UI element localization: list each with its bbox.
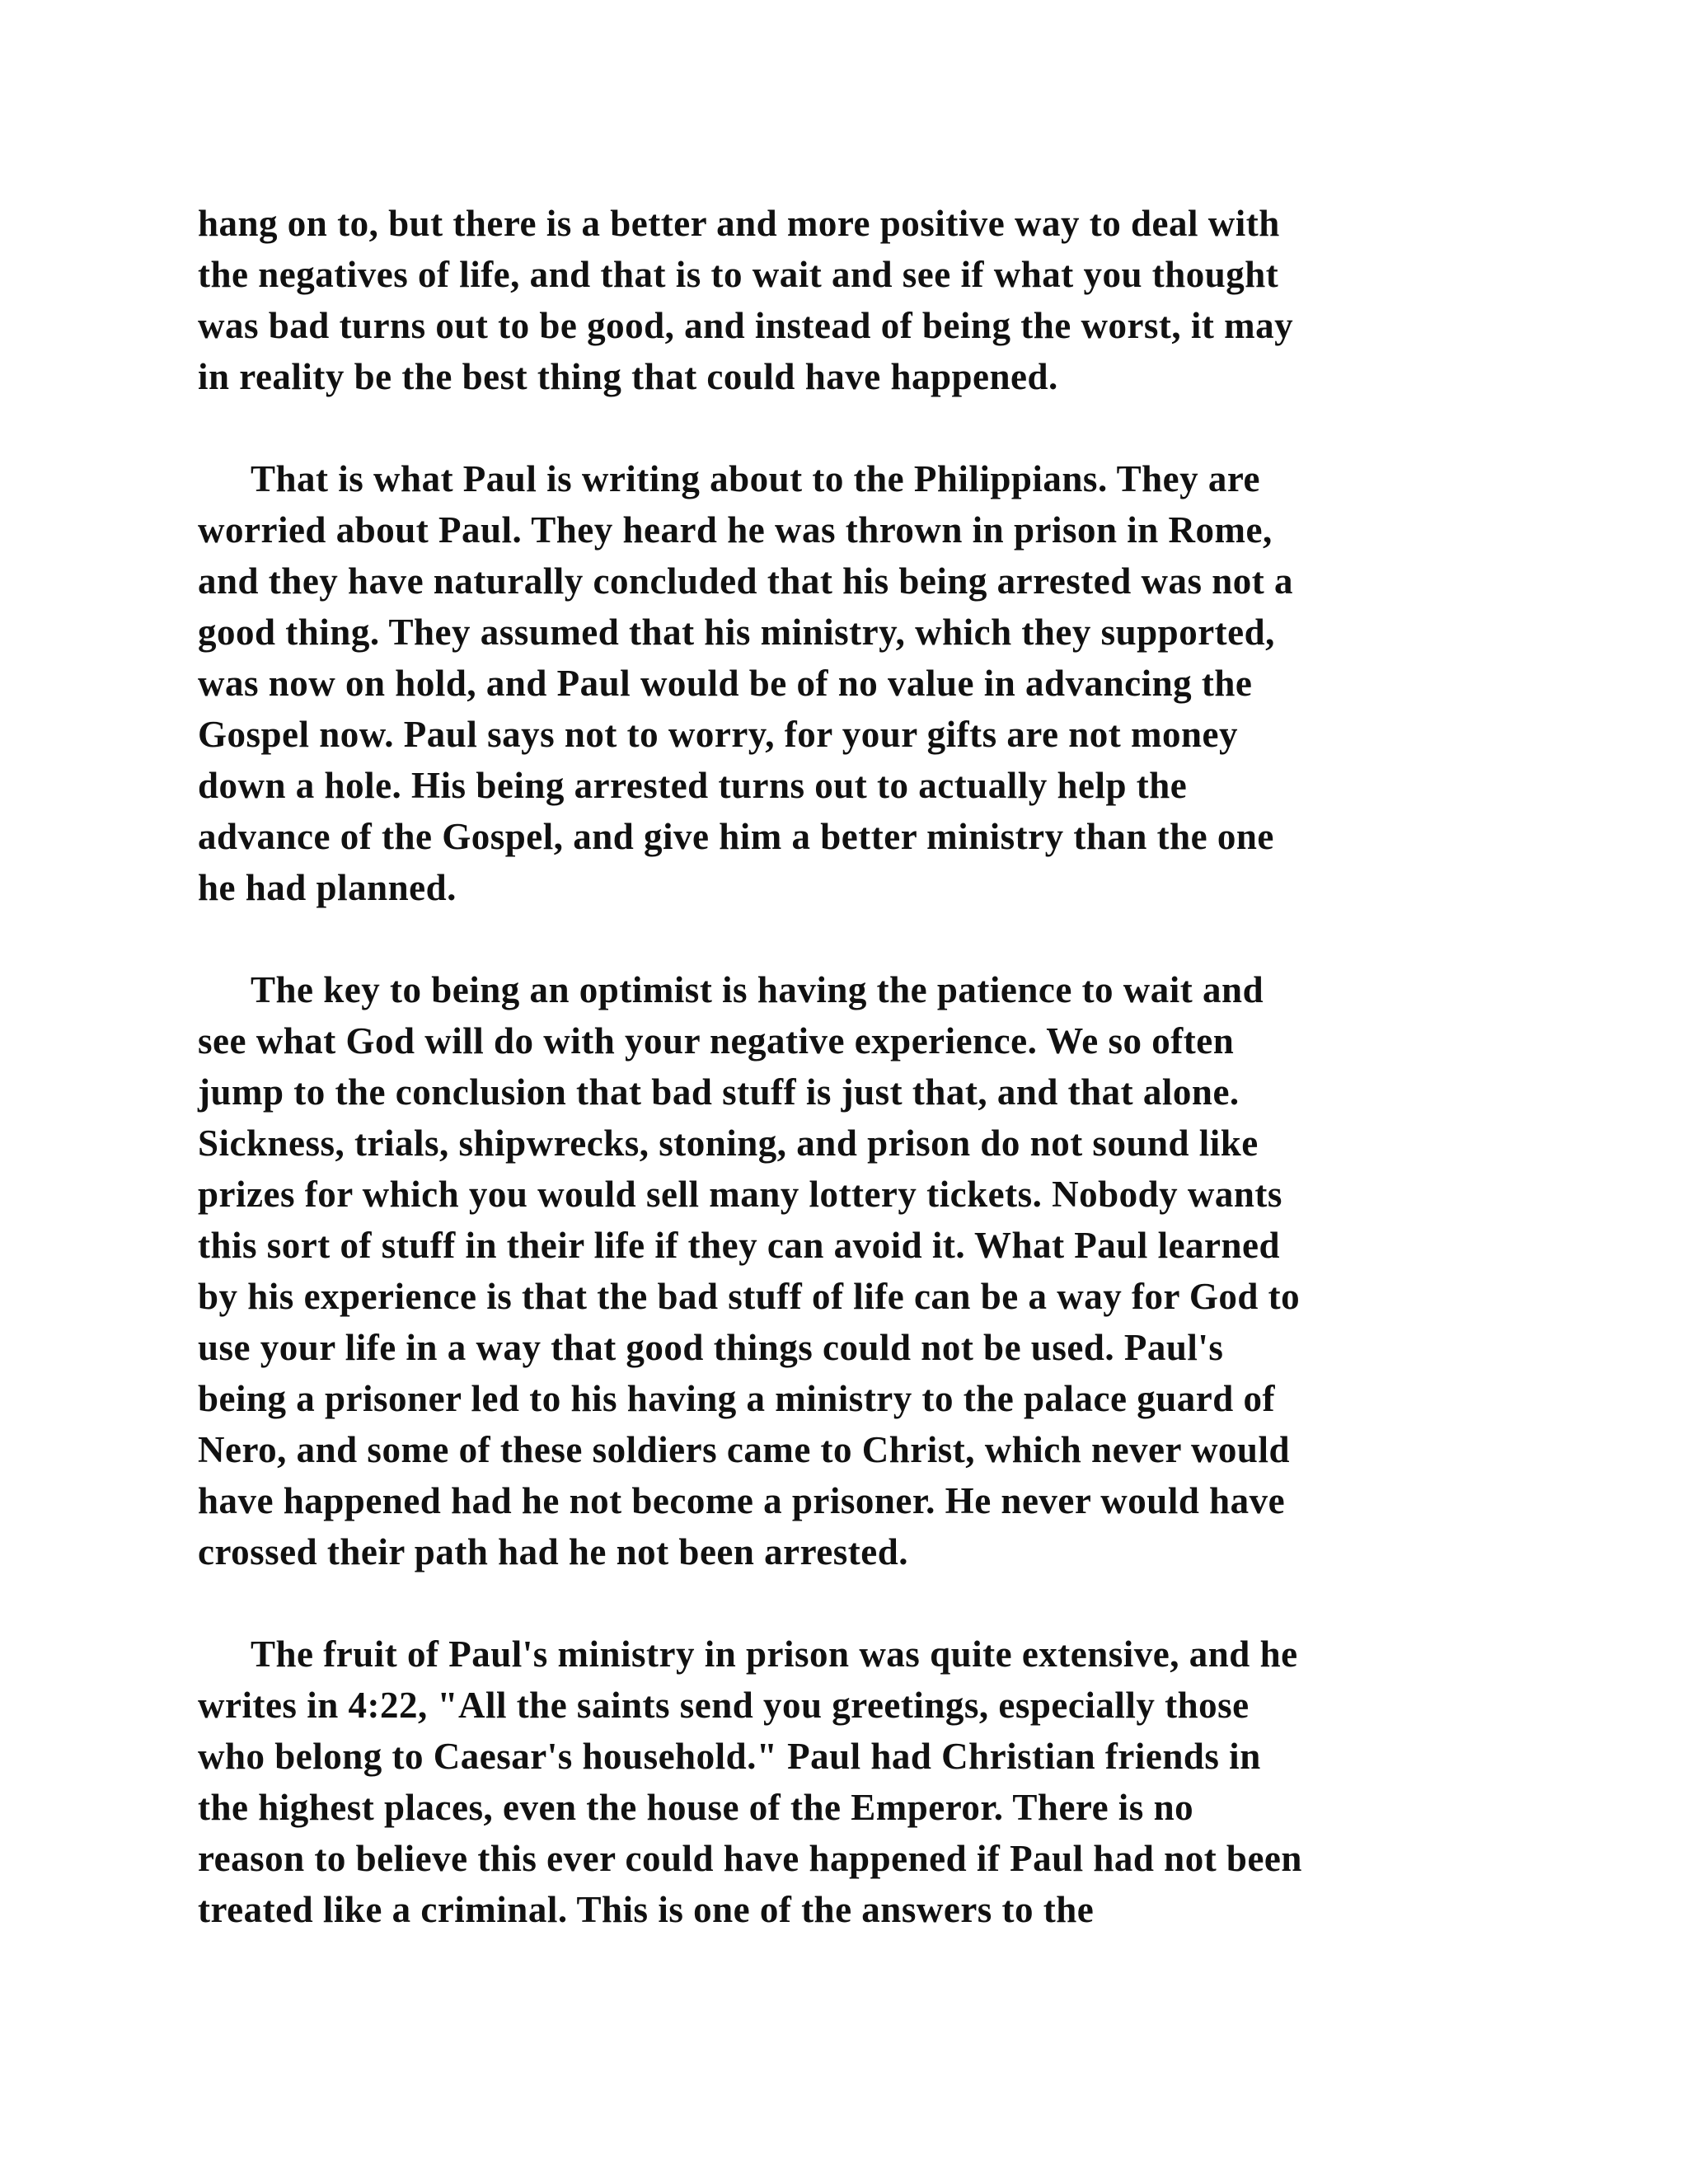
text-line: have happened had he not become a prisoner. He never would have <box>198 1480 1286 1521</box>
paragraph-1 <box>198 198 1533 402</box>
text-line: reason to believe this ever could have happened if Paul had not been <box>198 1838 1302 1879</box>
paragraph-4 <box>198 1629 1533 1935</box>
text-line: Nero, and some of these soldiers came to Christ, which never would <box>198 1429 1290 1470</box>
text-line: being a prisoner led to his having a ministry to the palace guard of <box>198 1378 1275 1419</box>
text-line: Gospel now. Paul says not to worry, for your gifts are not money <box>198 714 1239 755</box>
text-line: The fruit of Paul's ministry in prison was quite extensive, and he <box>251 1633 1298 1675</box>
text-line: was now on hold, and Paul would be of no value in advancing the <box>198 663 1253 704</box>
text-line: Sickness, trials, shipwrecks, stoning, and prison do not sound like <box>198 1122 1259 1164</box>
text-line: use your life in a way that good things could not be used. Paul's <box>198 1327 1224 1368</box>
text-line: by his experience is that the bad stuff of life can be a way for God to <box>198 1276 1301 1317</box>
text-line: the negatives of life, and that is to wait and see if what you thought <box>198 254 1279 295</box>
text-line: advance of the Gospel, and give him a better ministry than the one <box>198 816 1274 857</box>
text-line: see what God will do with your negative experience. We so often <box>198 1020 1235 1062</box>
text-line: down a hole. His being arrested turns out to actually help the <box>198 765 1188 806</box>
text-line: The key to being an optimist is having the patience to wait and <box>251 969 1264 1010</box>
text-line: writes in 4:22, "All the saints send you greetings, especially those <box>198 1685 1250 1726</box>
text-line: this sort of stuff in their life if they can avoid it. What Paul learned <box>198 1225 1281 1266</box>
body-text <box>198 198 1533 1986</box>
text-line: and they have naturally concluded that his being arrested was not a <box>198 560 1294 602</box>
text-line: who belong to Caesar's household." Paul had Christian friends in <box>198 1736 1261 1777</box>
text-line: crossed their path had he not been arrested. <box>198 1531 909 1572</box>
text-line: That is what Paul is writing about to the Philippians. They are <box>251 458 1261 499</box>
paragraph-3 <box>198 964 1533 1577</box>
paragraph-2 <box>198 453 1533 913</box>
text-line: in reality be the best thing that could have happened. <box>198 356 1058 397</box>
text-line: he had planned. <box>198 867 457 908</box>
text-line: jump to the conclusion that bad stuff is just that, and that alone. <box>198 1071 1240 1113</box>
text-line: the highest places, even the house of the Emperor. There is no <box>198 1787 1194 1828</box>
text-line: was bad turns out to be good, and instead of being the worst, it may <box>198 305 1294 346</box>
text-line: hang on to, but there is a better and more positive way to deal with <box>198 203 1280 244</box>
text-line: treated like a criminal. This is one of the answers to the <box>198 1889 1095 1930</box>
text-line: worried about Paul. They heard he was thrown in prison in Rome, <box>198 509 1273 551</box>
text-line: prizes for which you would sell many lottery tickets. Nobody wants <box>198 1174 1282 1215</box>
text-line: good thing. They assumed that his ministry, which they supported, <box>198 612 1275 653</box>
